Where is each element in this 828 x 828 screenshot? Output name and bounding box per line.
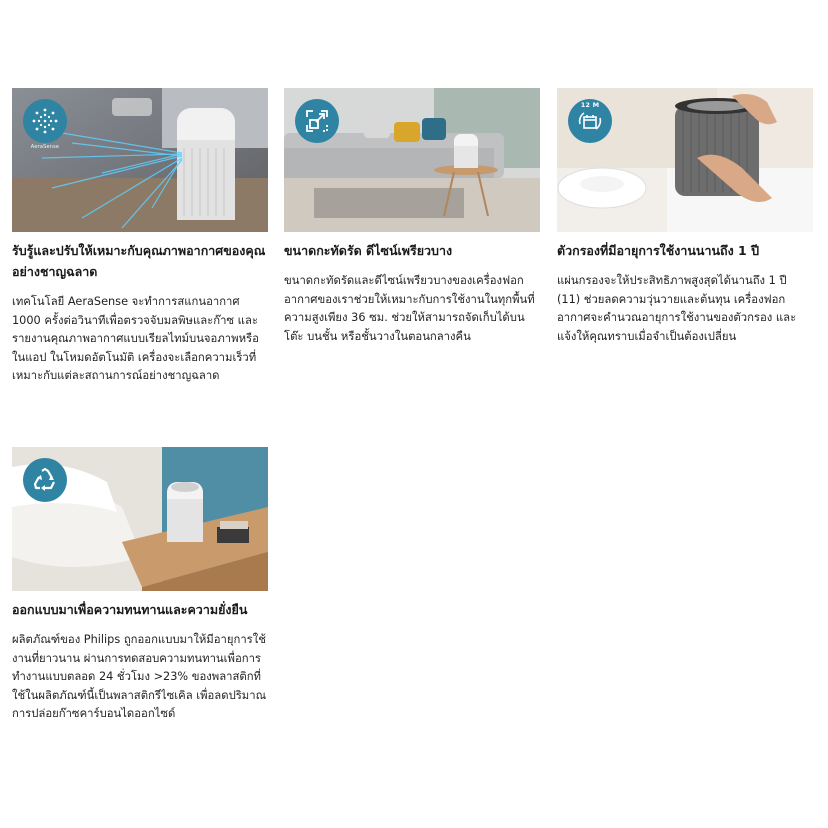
recycle-icon — [23, 458, 67, 502]
feature-title: ตัวกรองที่มีอายุการใช้งานนานถึง 1 ปี — [557, 243, 760, 258]
feature-image-compact — [284, 88, 540, 232]
feature-image-durability — [12, 447, 268, 591]
compact-size-icon — [295, 99, 339, 143]
feature-card-compact — [284, 88, 540, 346]
feature-title: ออกแบบมาเพื่อความทนทานและความยั่งยืน — [12, 602, 248, 617]
feature-card-durability — [12, 447, 268, 724]
feature-description: เทคโนโลยี AeraSense จะทำการสแกนอากาศ 1000 ครั้งต่อวินาทีเพื่อตรวจจับมลพิษและก๊าซ และรายงานคุณภาพอากาศแบบเรียลไทม์บนจอภาพหรือในแอป ในโหมดอัตโนมัติ เครื่องจะเลือกความเร็วที่เหมาะกับแต่ละสถานการณ์อย่างชาญฉลาด — [12, 295, 259, 383]
feature-description: ผลิตภัณฑ์ของ Philips ถูกออกแบบมาให้มีอายุการใช้งานที่ยาวนาน ผ่านการทดสอบความทนทานเพื่อการทำงานแบบตลอด 24 ชั่วโมง >23% ของพลาสติกที่ใช้ในผลิตภัณฑ์นี้เป็นพลาสติกรีไซเคิล เพื่อลดปริมาณการปล่อยก๊าซคาร์บอนไดออกไซด์ — [12, 633, 267, 721]
aerasense-dots-icon — [23, 99, 67, 143]
feature-title: ขนาดกะทัดรัด ดีไซน์เพรียวบาง — [284, 243, 453, 258]
aerasense-badge-label: AeraSense — [30, 144, 60, 150]
feature-card-aerasense — [12, 88, 268, 386]
feature-description: ขนาดกะทัดรัดและดีไซน์เพรียวบางของเครื่องฟอกอากาศของเราช่วยให้เหมาะกับการใช้งานในทุกพื้นที่ ความสูงเพียง 36 ซม. ช่วยให้สามารถจัดเก็บได้บนโต๊ะ บนชั้น หรือชั้นวางในตอนกลางคืน — [284, 274, 535, 343]
feature-image-aerasense — [12, 88, 268, 232]
feature-title: รับรู้และปรับให้เหมาะกับคุณภาพอากาศของคุณอย่างชาญฉลาด — [12, 243, 266, 279]
calendar-badge-label: 12 M — [580, 101, 600, 109]
feature-image-filter — [557, 88, 813, 232]
feature-card-filter — [557, 88, 813, 346]
feature-description: แผ่นกรองจะให้ประสิทธิภาพสูงสุดได้นานถึง 1 ปี (11) ช่วยลดความวุ่นวายและต้นทุน เครื่องฟอกอากาศจะคำนวณอายุการใช้งานของตัวกรอง และแจ้งให้คุณทราบเมื่อจำเป็นต้องเปลี่ยน — [557, 274, 797, 343]
